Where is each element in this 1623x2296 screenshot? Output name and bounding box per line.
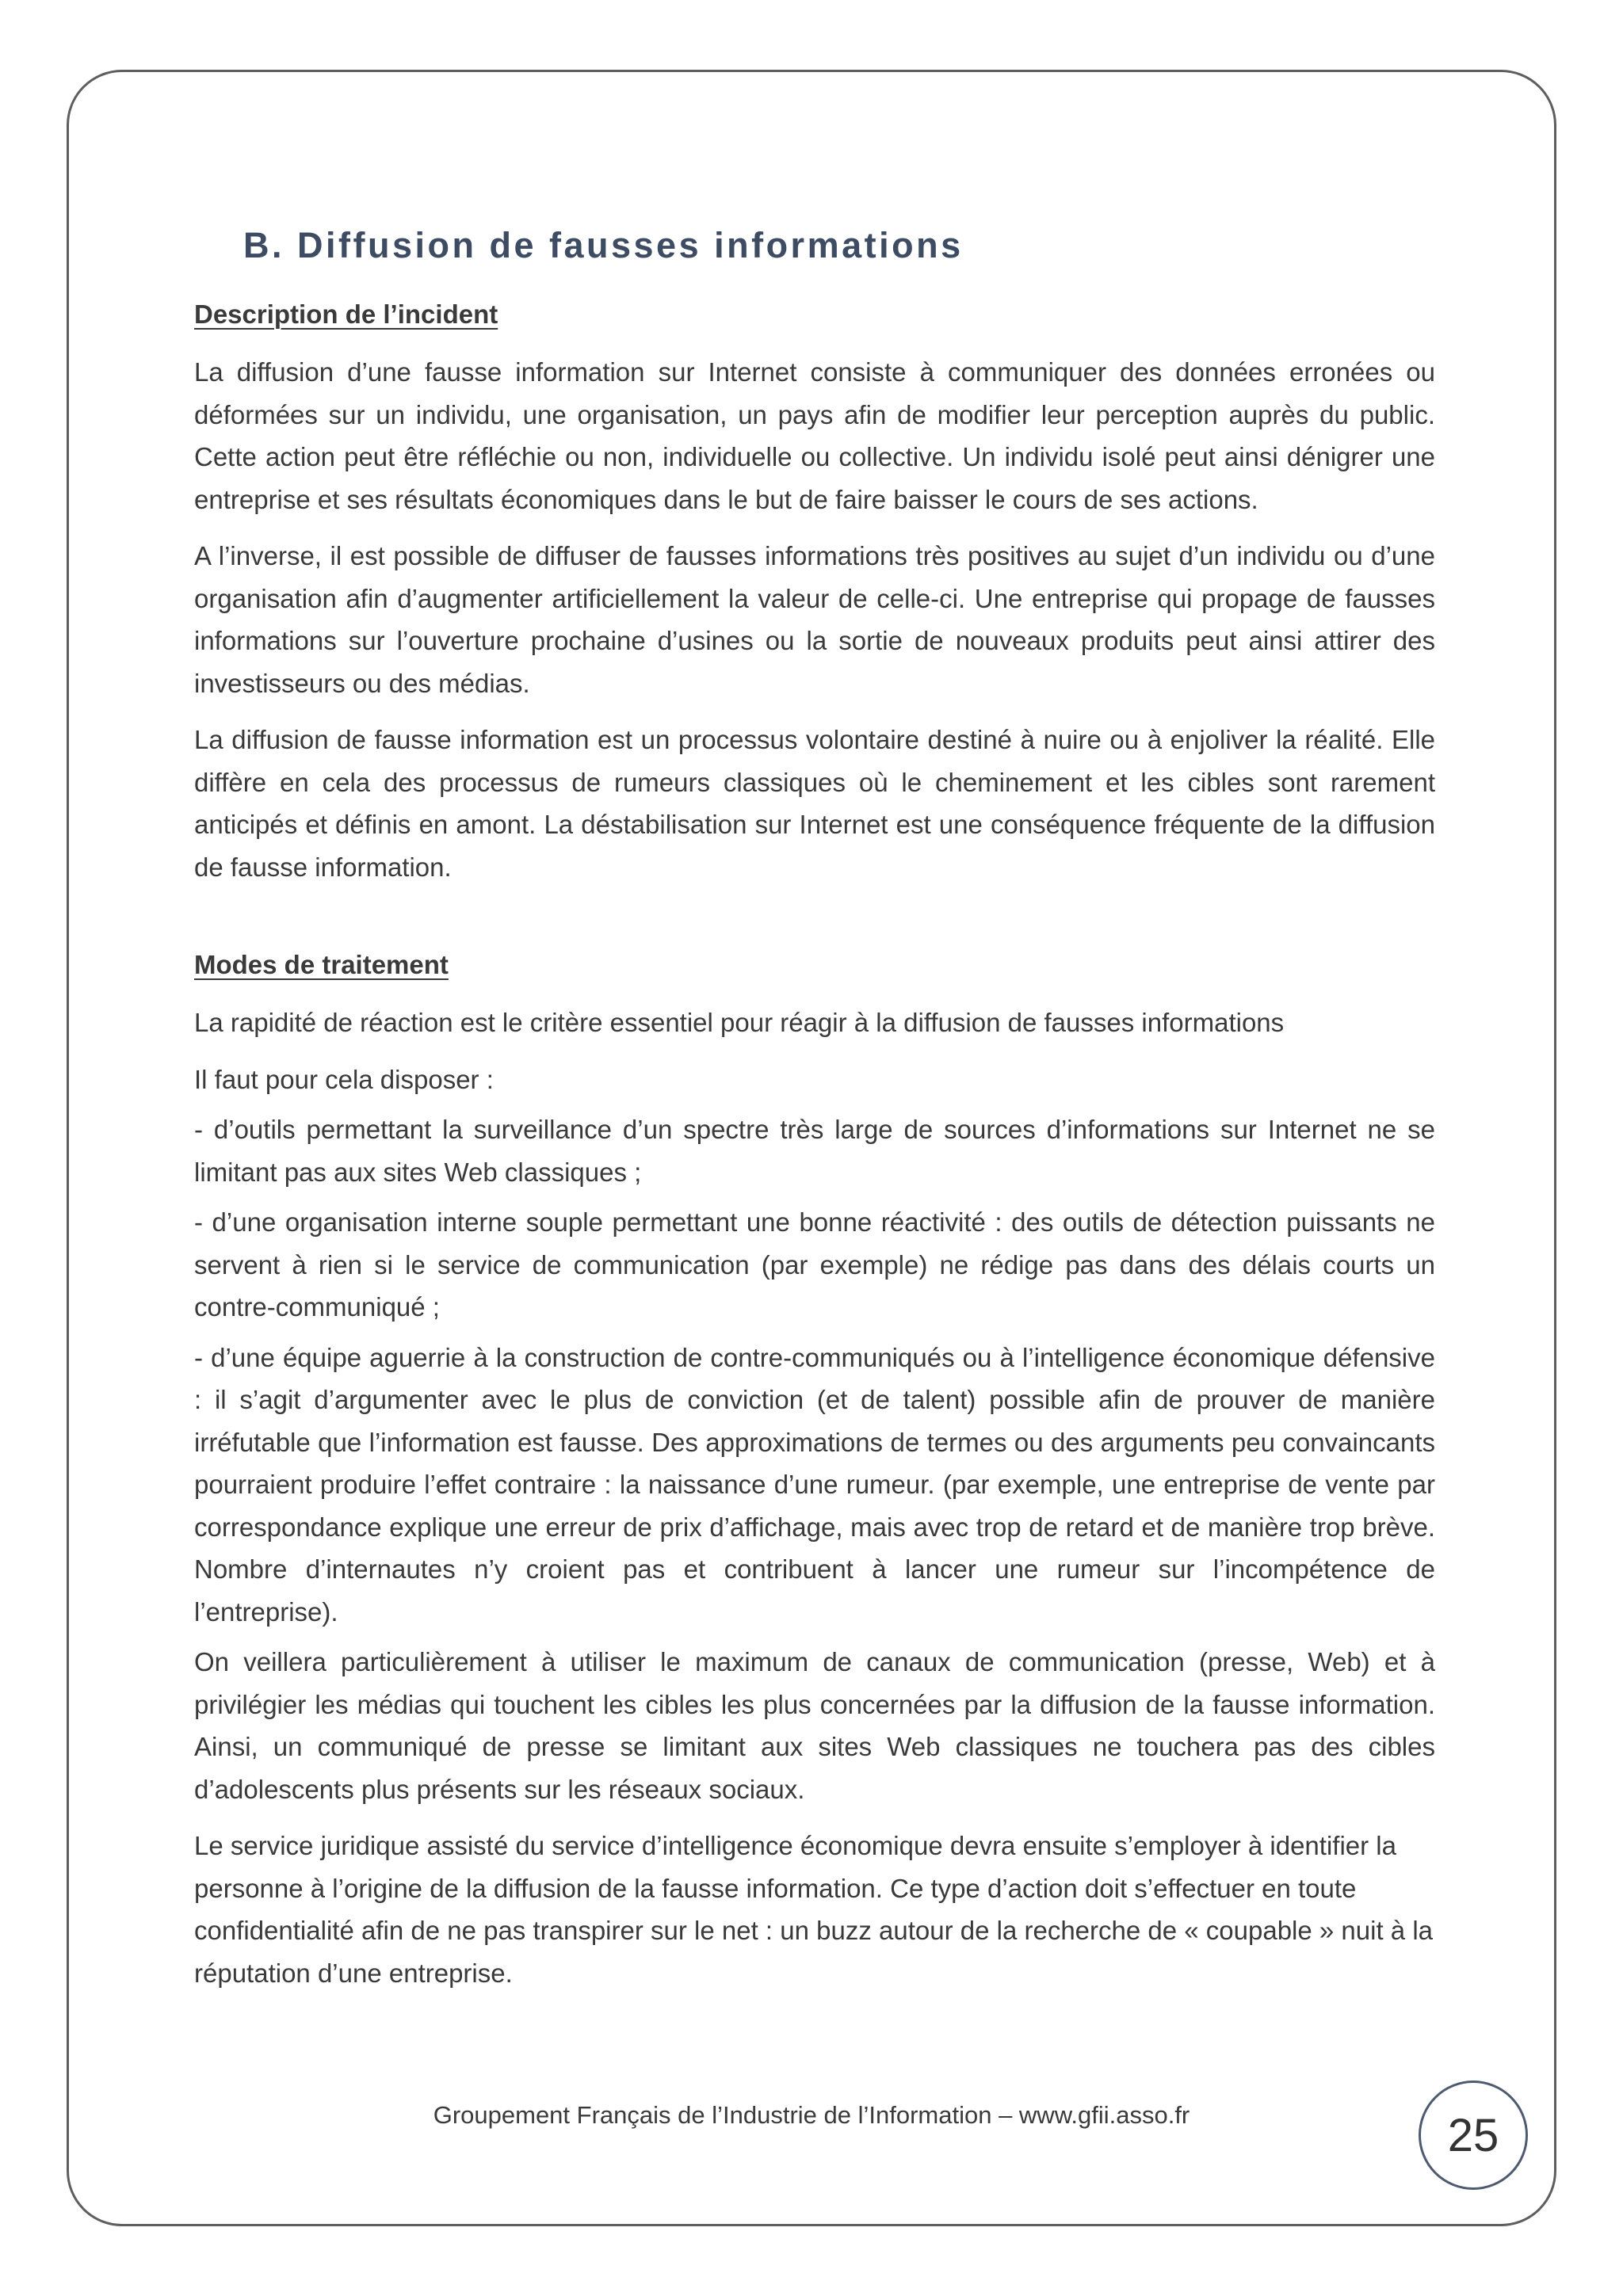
treatment-heading: Modes de traitement <box>194 950 449 979</box>
treatment-intro: La rapidité de réaction est le critère essentiel pour réagir à la diffusion de fausses informations <box>194 1008 1285 1037</box>
incident-paragraph-3: La diffusion de fausse information est un processus volontaire destiné à nuire ou à enjoliver la réalité. Elle diffère en cela des processus de rumeurs classiques où le cheminement et les cibles sont rarement anticipés et définis en amont. La déstabilisation sur Internet est une conséquence fréquente de la diffusion de fausse information. <box>194 725 1435 882</box>
page-number-badge: 25 <box>1419 2081 1528 2190</box>
incident-paragraph-1: La diffusion d’une fausse information sur Internet consiste à communiquer des données erronées ou déformées sur un individu, une organisation, un pays afin de modifier leur perception auprès du public. Cette action peut être réfléchie ou non, individuelle ou collective. Un individu isolé peut ainsi dénigrer une entreprise et ses résultats économiques dans le but de faire baisser le cours de ses actions. <box>194 357 1435 514</box>
page-content <box>194 214 1435 2008</box>
treatment-item-1: - d’outils permettant la surveillance d’un spectre très large de sources d’informations sur Internet ne se limitant pas aux sites Web classiques ; <box>194 1115 1435 1187</box>
incident-heading: Description de l’incident <box>194 299 498 329</box>
section-title: B. Diffusion de fausses informations <box>243 225 964 265</box>
treatment-lead: Il faut pour cela disposer : <box>194 1064 494 1094</box>
page-footer: Groupement Français de l’Industrie de l’Information – www.gfii.asso.fr <box>433 2101 1190 2129</box>
incident-paragraph-2: A l’inverse, il est possible de diffuser de fausses informations très positives au sujet d’un individu ou d’une organisation afin d’augmenter artificiellement la valeur de celle-ci. Une entreprise qui propage de fausses informations sur l’ouverture prochaine d’usines ou la sortie de nouveaux produits peut ainsi attirer des investisseurs ou des médias. <box>194 541 1435 698</box>
treatment-item-3: - d’une équipe aguerrie à la construction de contre-communiqués ou à l’intelligence économique défensive : il s’agit d’argumenter avec le plus de conviction (et de talent) possible afin de prouver de manière irréfutable que l’information est fausse. Des approximations de termes ou des arguments peu convaincants pourraient produire l’effet contraire : la naissance d’une rumeur. (par exemple, une entreprise de vente par correspondance explique une erreur de prix d’affichage, mais avec trop de retard et de manière trop brève. Nombre d’internautes n’y croient pas et contribuent à lancer une rumeur sur l’incompétence de l’entreprise). <box>194 1342 1435 1627</box>
treatment-item-2: - d’une organisation interne souple permettant une bonne réactivité : des outils de détection puissants ne servent à rien si le service de communication (par exemple) ne rédige pas dans des délais courts un contre-communiqué ; <box>194 1207 1435 1322</box>
treatment-channels-paragraph: On veillera particulièrement à utiliser le maximum de canaux de communication (presse, Web) et à privilégier les médias qui touchent les cibles les plus concernées par la diffusion de la fausse information. Ainsi, un communiqué de presse se limitant aux sites Web classiques ne touchera pas des cibles d’adolescents plus présents sur les réseaux sociaux. <box>194 1647 1435 1804</box>
treatment-legal-paragraph: Le service juridique assisté du service d’intelligence économique devra ensuite s’employer à identifier la personne à l’origine de la diffusion de la fausse information. Ce type d’action doit s’effectuer en toute confidentialité afin de ne pas transpirer sur le net : un buzz autour de la recherche de « coupable » nuit à la réputation d’une entreprise. <box>194 1831 1434 1988</box>
